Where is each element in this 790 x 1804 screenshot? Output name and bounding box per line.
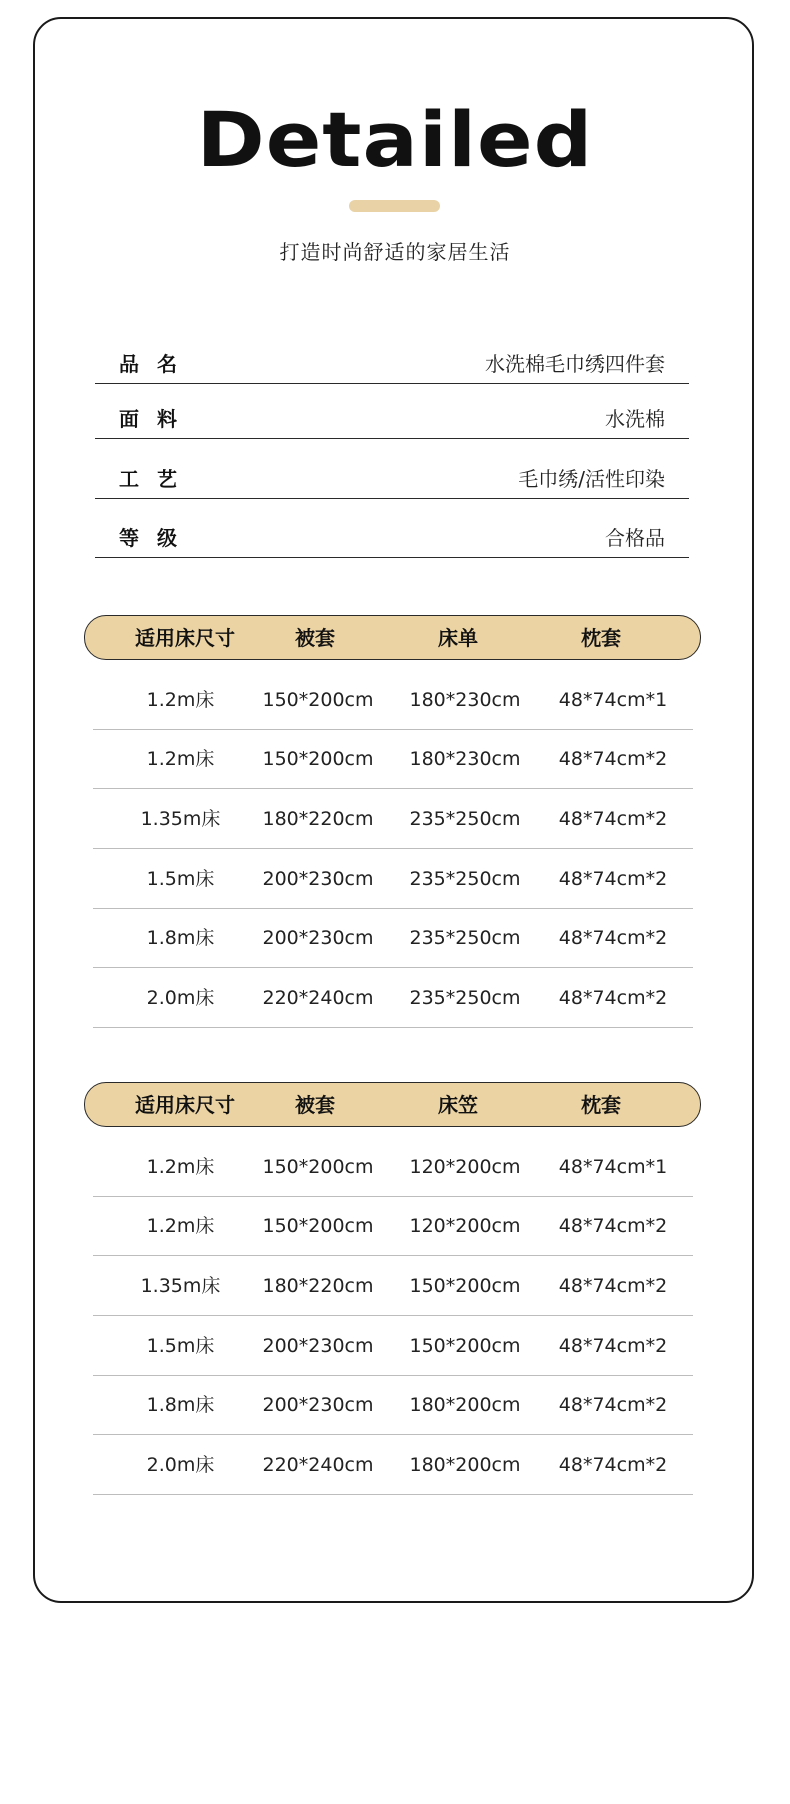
table-cell: 48*74cm*2	[558, 1454, 668, 1476]
info-value: 毛巾绣/活性印染	[518, 467, 665, 491]
table1-header-duvet: 被套	[295, 626, 335, 650]
table-cell: 150*200cm	[262, 689, 374, 711]
table-row	[93, 1317, 693, 1376]
table-row	[93, 1197, 693, 1256]
table-cell: 200*230cm	[262, 868, 374, 890]
table-cell: 48*74cm*2	[558, 1215, 668, 1237]
table-cell: 2.0m床	[146, 1454, 215, 1476]
table-cell: 200*230cm	[262, 1335, 374, 1357]
table-cell: 48*74cm*1	[558, 689, 668, 711]
table-cell: 48*74cm*2	[558, 748, 668, 770]
table-cell: 150*200cm	[409, 1335, 521, 1357]
table-cell: 48*74cm*2	[558, 868, 668, 890]
table-cell: 1.2m床	[146, 1156, 215, 1178]
table-cell: 150*200cm	[262, 1156, 374, 1178]
table-cell: 200*230cm	[262, 927, 374, 949]
table2-header-pillow: 枕套	[581, 1093, 621, 1117]
table-cell: 200*230cm	[262, 1394, 374, 1416]
table-cell: 180*230cm	[409, 689, 521, 711]
table-cell: 150*200cm	[409, 1275, 521, 1297]
info-row-fabric	[95, 385, 689, 439]
table-cell: 235*250cm	[409, 868, 521, 890]
table-cell: 48*74cm*2	[558, 927, 668, 949]
info-label: 面料	[119, 407, 195, 431]
table-cell: 2.0m床	[146, 987, 215, 1009]
table-cell: 1.8m床	[146, 1394, 215, 1416]
table-cell: 235*250cm	[409, 808, 521, 830]
page-subtitle: 打造时尚舒适的家居生活	[279, 240, 511, 264]
table-cell: 150*200cm	[262, 748, 374, 770]
table2-header	[84, 1082, 701, 1127]
table-cell: 1.8m床	[146, 927, 215, 949]
table-cell: 180*230cm	[409, 748, 521, 770]
table-cell: 180*220cm	[262, 1275, 374, 1297]
table-cell: 235*250cm	[409, 927, 521, 949]
table-row	[93, 1376, 693, 1435]
info-label: 品名	[119, 352, 195, 376]
info-value: 水洗棉	[605, 407, 665, 431]
table-cell: 48*74cm*2	[558, 808, 668, 830]
table-cell: 1.2m床	[146, 748, 215, 770]
table-cell: 1.2m床	[146, 1215, 215, 1237]
table2-header-fitted-sheet: 床笠	[438, 1093, 478, 1117]
table-cell: 220*240cm	[262, 987, 374, 1009]
table-cell: 220*240cm	[262, 1454, 374, 1476]
table-row	[93, 850, 693, 909]
table-cell: 48*74cm*2	[558, 987, 668, 1009]
info-value: 水洗棉毛巾绣四件套	[485, 352, 665, 376]
table-cell: 180*200cm	[409, 1454, 521, 1476]
page-title: Detailed	[196, 96, 594, 185]
table2-header-duvet: 被套	[295, 1093, 335, 1117]
table-cell: 150*200cm	[262, 1215, 374, 1237]
table-row	[93, 1257, 693, 1316]
table-cell: 235*250cm	[409, 987, 521, 1009]
info-row-name	[95, 330, 689, 384]
table-row	[93, 1436, 693, 1495]
table-cell: 180*220cm	[262, 808, 374, 830]
info-value: 合格品	[605, 526, 665, 550]
info-label: 等级	[119, 526, 195, 550]
info-row-craft	[95, 445, 689, 499]
table-cell: 48*74cm*2	[558, 1275, 668, 1297]
table-row	[93, 790, 693, 849]
table-cell: 1.35m床	[140, 808, 221, 830]
table-cell: 120*200cm	[409, 1156, 521, 1178]
title-accent-bar	[349, 200, 440, 212]
table-row	[93, 1138, 693, 1197]
table1-header-sheet: 床单	[438, 626, 478, 650]
table-cell: 1.5m床	[146, 868, 215, 890]
table-cell: 120*200cm	[409, 1215, 521, 1237]
table-row	[93, 909, 693, 968]
table-row	[93, 969, 693, 1028]
table1-header	[84, 615, 701, 660]
table1-header-pillow: 枕套	[581, 626, 621, 650]
table-cell: 1.2m床	[146, 689, 215, 711]
table-row	[93, 671, 693, 730]
table-cell: 48*74cm*2	[558, 1394, 668, 1416]
info-label: 工艺	[119, 467, 195, 491]
table-row	[93, 730, 693, 789]
table2-header-size: 适用床尺寸	[135, 1093, 235, 1117]
info-row-grade	[95, 504, 689, 558]
table-cell: 1.5m床	[146, 1335, 215, 1357]
table-cell: 48*74cm*2	[558, 1335, 668, 1357]
table-cell: 180*200cm	[409, 1394, 521, 1416]
table-cell: 48*74cm*1	[558, 1156, 668, 1178]
table-cell: 1.35m床	[140, 1275, 221, 1297]
table1-header-size: 适用床尺寸	[135, 626, 235, 650]
